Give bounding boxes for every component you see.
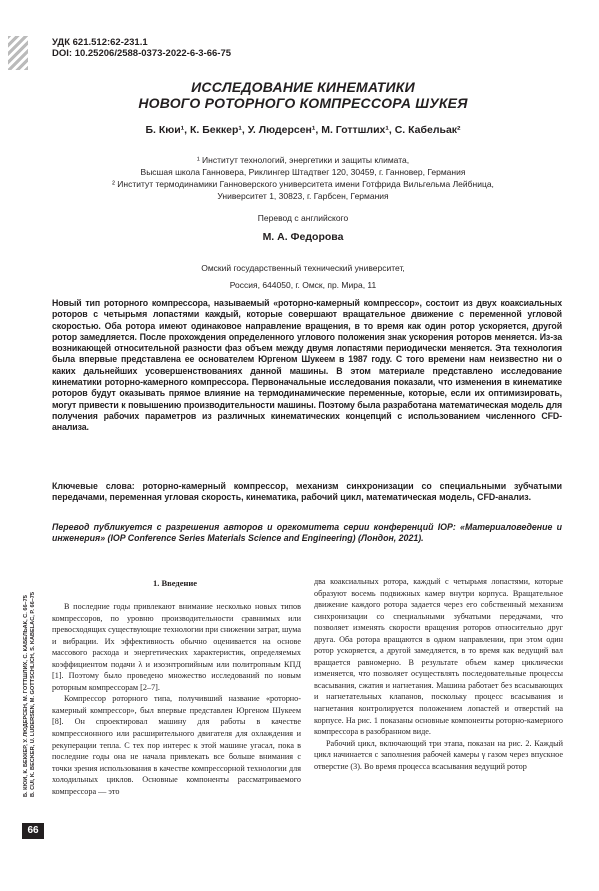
translation-note: Перевод с английского — [257, 213, 349, 223]
body-column-left — [52, 601, 301, 797]
running-note-en: B. CUI, K. BECKER, U. LUDERSEN, M. GOTTSCHLICH, S. KABELAC, P. 66–75 — [29, 591, 36, 797]
affiliations — [40, 154, 566, 202]
paragraph: В последние годы привлекают внимание несколько новых типов компрессоров, по уровню производительности сравнимых или превосходящих существующие технологии при снижении затрат, шума и вибрации. Их эффективность обычно оценивается на основе массового расхода и энергетических характеристик, определяемых коэффициентом подачи λ и изоэнтропийным или политропным КПД [1]. Поэтому было проведено множество исследований по новым роторным компрессорам [2–7]. — [52, 602, 301, 692]
affiliation-2-line-2: Университет 1, 30823, г. Гарбсен, Германия — [217, 191, 389, 201]
title-line-2: НОВОГО РОТОРНОГО КОМПРЕССОРА ШУКЕЯ — [138, 95, 468, 111]
permission-note: Перевод публикуется с разрешения авторов и оргкомитета серии конференций IOP: «Материаловедение и инженерия» (IOP Conference Series Materials Science and Engineering) (Лондон, 2021). — [52, 522, 562, 544]
translator-address: Россия, 644050, г. Омск, пр. Мира, 11 — [229, 280, 377, 290]
title-line-1: ИССЛЕДОВАНИЕ КИНЕМАТИКИ — [191, 79, 415, 95]
corner-hatch-mark — [8, 36, 28, 70]
affiliation-2-line-1: ² Институт термодинамики Ганноверского университета имени Готфрида Вильгельма Лейбница, — [112, 179, 494, 189]
udc-code: УДК 621.512:62-231.1 — [52, 37, 148, 48]
affiliation-1-line-1: ¹ Институт технологий, энергетики и защиты климата, — [196, 155, 410, 165]
paragraph: Компрессор роторного типа, получивший название «роторно-камерный компрессор», был впервые представлен Юргеном Шукеем [8]. Он спроектировал машину для работы в качестве компрессионного или расширительного двигателя для охлаждения и рекуперации тепла. С тех пор интерес к этой машине угасал, пока в последние годы она не начала привлекать все больше внимания с точки зрения использования в качестве компрессорной технологии для холодильных циклов. Основные компоненты рассматриваемого компрессора — это — [52, 694, 301, 796]
translator-university: Омский государственный технический университет, — [201, 263, 405, 273]
abstract: Новый тип роторного компрессора, называемый «роторно-камерный компрессор», состоит из двух коаксиальных роторов с четырьмя лопастями каждый, которые совершают вращательное движение с переменной угловой скоростью. Оба ротора имеют одинаковое направление вращения, в то время как один ротор ускоряется, другой ротор замедляется. После прохождения определенного углового положения знак ускорения роторов меняется. Из-за возникающей относительной разности фаз объем между двумя лопастями периодически меняется. Эта технология была впервые представлена ее основателем Юргеном Шукеем в 1987 году. С того времени нам неизвестно ни о каких дальнейших усовершенствованиях данной машины. В этом материале представлено исследование кинематики роторно-камерного компрессора. Первоначальные исследования показали, что изменения в кинематике роторов будут оказывать прямое влияние на термодинамические переменные, которые, если их оптимизировать, могут привести к повышению производительности машины. Поэтому была разработана математическая модель для получения рабочих параметров из различных кинематических концепций с использованием численного CFD-анализа. — [52, 298, 562, 433]
section-heading: 1. Введение — [152, 578, 198, 588]
authors: Б. Кюи¹, К. Беккер¹, У. Людерсен¹, М. Готтшлих¹, С. Кабельак² — [145, 124, 461, 136]
article-identifiers — [52, 37, 231, 59]
body-column-right — [314, 576, 563, 772]
running-author-note — [23, 577, 36, 797]
affiliation-1-line-2: Высшая школа Ганновера, Риклингер Штадтвег 120, 30459, г. Ганновер, Германия — [140, 167, 466, 177]
paragraph: два коаксиальных ротора, каждый с четырьмя лопастями, которые образуют восемь подвижных камер внутри корпуса. Вращательное движение каждого ротора задается через его собственный механизм синхронизации со специальными зубчатыми передачами, что позволяет изменять скорости вращения роторов относительно друг друга. Оба ротора вращаются в одном направлении, при этом один ротор ускоряется, а другой замедляется, в то время как ведущий вал вращается равномерно. В результате объем камер циклически изменяется, что позволяет осуществлять последовательные процессы всасывания, сжатия и нагнетания. Машина работает без всасывающих и нагнетательных клапанов, поскольку процесс всасывания и нагнетания контролируется положением лопастей и отверстий на корпусе. На рис. 1 показаны основные компоненты роторно-камерного компрессора в разобранном виде. — [314, 577, 563, 737]
keywords: Ключевые слова: роторно-камерный компрессор, механизм синхронизации со специальными зубчатыми передачами, переменная угловая скорость, кинематика, рабочий цикл, математическая модель, CFD-анализ. — [52, 481, 562, 503]
doi: DOI: 10.25206/2588-0373-2022-6-3-66-75 — [52, 48, 232, 59]
running-note-ru: Б. КЮИ, К. БЕККЕР, У. ЛЮДЕРСЕН, М. ГОТТШЛИХ, С. КАБЕЛЬАК, С. 66–75 — [23, 595, 29, 797]
paragraph: Рабочий цикл, включающий три этапа, показан на рис. 2. Каждый цикл начинается с заполнения рабочей камеры γ газом через впускное отверстие (3). Во время процесса всасывания ведущий ротор — [314, 738, 563, 771]
translator-affiliation — [40, 260, 566, 294]
article-title — [40, 79, 566, 111]
page-number: 66 — [22, 823, 44, 839]
translator-name: М. А. Федорова — [262, 231, 344, 243]
